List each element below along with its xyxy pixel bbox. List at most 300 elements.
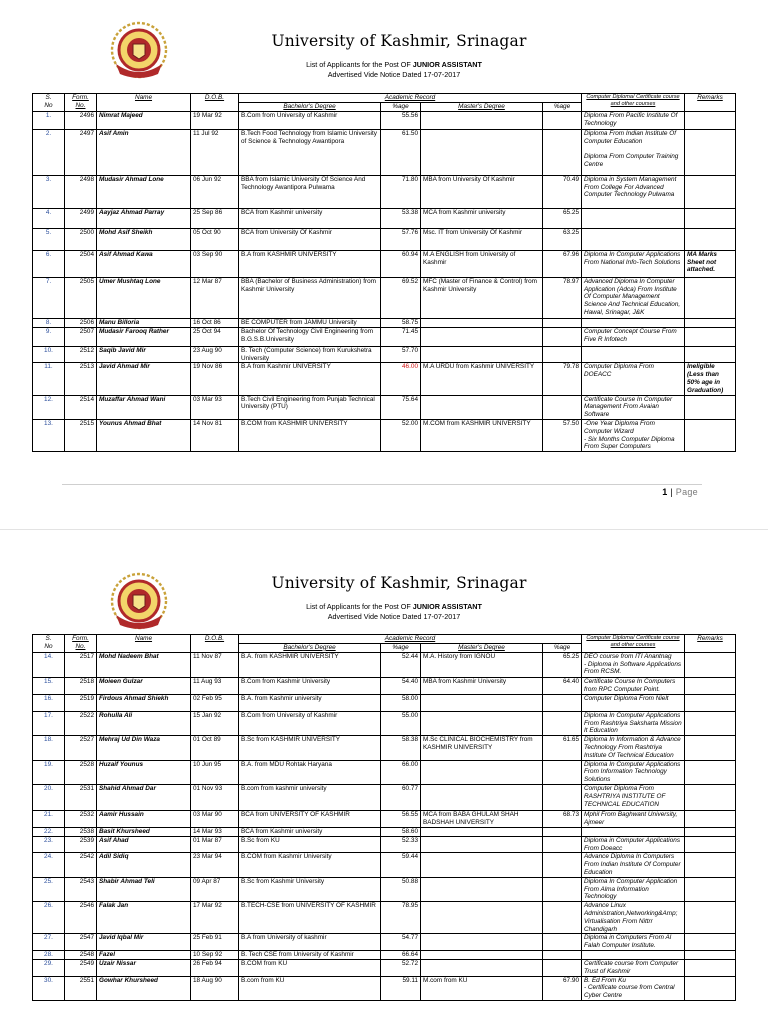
date-of-birth-cell: 25 Oct 94: [191, 327, 239, 346]
bachelor-percentage-cell: 66.00: [381, 760, 421, 784]
date-of-birth-cell: 17 Mar 92: [191, 902, 239, 934]
bachelor-degree-cell: B.Com from University of Kashmir: [239, 711, 381, 735]
col-header-form: Form. No.: [65, 635, 97, 653]
bachelor-degree-cell: B.A from KASHMIR UNIVERSITY: [239, 250, 381, 277]
master-percentage-cell: 63.25: [543, 228, 582, 250]
table-row: [33, 784, 736, 810]
form-number-cell: 2522: [65, 711, 97, 735]
date-of-birth-cell: 05 Oct 90: [191, 228, 239, 250]
remarks-cell: [685, 419, 736, 451]
applicant-name-cell: Mohd Nadeem Bhat: [97, 652, 191, 677]
applicant-name-cell: Fazel: [97, 950, 191, 959]
master-degree-cell: [421, 694, 543, 711]
computer-course-cell: Diploma In Computer Applications From National Info-Tech Solutions: [582, 250, 685, 277]
remarks-cell: [685, 175, 736, 208]
serial-number-cell: 14.: [33, 652, 65, 677]
page-footer-rule: [62, 484, 702, 485]
master-degree-cell: MFC (Master of Finance & Control) from Kashmir University: [421, 277, 543, 318]
date-of-birth-cell: 19 Mar 92: [191, 111, 239, 129]
form-number-cell: 2538: [65, 827, 97, 836]
table-row: [33, 853, 736, 877]
master-degree-cell: [421, 950, 543, 959]
remarks-cell: [685, 784, 736, 810]
master-degree-cell: MBA from University Of Kashmir: [421, 175, 543, 208]
bachelor-percentage-cell: 53.38: [381, 208, 421, 228]
computer-course-cell: Diploma in Computers From Al Falah Computer Institute.: [582, 934, 685, 951]
computer-course-cell: Diploma In Computer Applications From Rashtriya Saksharta Mission It Education: [582, 711, 685, 735]
date-of-birth-cell: 25 Sep 86: [191, 208, 239, 228]
computer-course-cell: Diploma In Computer Applications From Information Technology Solutions: [582, 760, 685, 784]
master-degree-cell: [421, 346, 543, 363]
remarks-cell: [685, 129, 736, 175]
bachelor-degree-cell: B.Com from University of Kashmir: [239, 111, 381, 129]
date-of-birth-cell: 01 Nov 93: [191, 784, 239, 810]
form-number-cell: 2519: [65, 694, 97, 711]
date-of-birth-cell: 03 Mar 90: [191, 810, 239, 827]
col-header-bachelor-pct: %age: [381, 102, 421, 111]
bachelor-degree-cell: BCA from UNIVERSITY OF KASHMIR: [239, 810, 381, 827]
computer-course-cell: Computer Diploma From DOEACC: [582, 363, 685, 395]
form-number-cell: 2507: [65, 327, 97, 346]
serial-number-cell: 9.: [33, 327, 65, 346]
form-number-cell: 2517: [65, 652, 97, 677]
remarks-cell: [685, 277, 736, 318]
bachelor-degree-cell: B. Tech CSE from University of Kashmir: [239, 950, 381, 959]
master-degree-cell: [421, 784, 543, 810]
form-number-cell: 2513: [65, 363, 97, 395]
table-row: [33, 934, 736, 951]
applicant-name-cell: Huzaif Younus: [97, 760, 191, 784]
form-number-cell: 2505: [65, 277, 97, 318]
form-number-cell: 2549: [65, 959, 97, 976]
serial-number-cell: 19.: [33, 760, 65, 784]
master-percentage-cell: [543, 395, 582, 419]
bachelor-degree-cell: B.TECH-CSE from UNIVERSITY OF KASHMIR: [239, 902, 381, 934]
applicant-name-cell: Asif Ahad: [97, 836, 191, 853]
table-row: [33, 827, 736, 836]
date-of-birth-cell: 23 Mar 94: [191, 853, 239, 877]
table-row: [33, 902, 736, 934]
col-header-master: Master's Degree: [421, 102, 543, 111]
remarks-cell: [685, 836, 736, 853]
bachelor-degree-cell: BCA from University Of Kashmir: [239, 228, 381, 250]
table-row: [33, 129, 736, 175]
table-row: [33, 652, 736, 677]
master-degree-cell: M.A ENGLISH from University of Kashmir: [421, 250, 543, 277]
computer-course-cell: [582, 950, 685, 959]
table-row: [33, 736, 736, 760]
list-caption: List of Applicants for the Post OF JUNIOR ASSISTANT: [306, 60, 482, 69]
bachelor-percentage-cell: 69.52: [381, 277, 421, 318]
master-degree-cell: M.A URDU from Kashmir UNIVERSITY: [421, 363, 543, 395]
date-of-birth-cell: 06 Jun 92: [191, 175, 239, 208]
master-degree-cell: M.COM from KASHMIR UNIVERSITY: [421, 419, 543, 451]
col-header-bachelor-pct: %age: [381, 643, 421, 652]
bachelor-percentage-cell: 71.80: [381, 175, 421, 208]
form-number-cell: 2506: [65, 318, 97, 327]
master-percentage-cell: 70.49: [543, 175, 582, 208]
master-degree-cell: M.com from KU: [421, 976, 543, 1000]
serial-number-cell: 24.: [33, 853, 65, 877]
bachelor-percentage-cell: 52.00: [381, 419, 421, 451]
table-row: [33, 677, 736, 694]
bachelor-degree-cell: B.com from kashmir university: [239, 784, 381, 810]
bachelor-percentage-cell: 46.00: [381, 363, 421, 395]
col-header-sno: S. No: [33, 635, 65, 653]
computer-course-cell: Diploma In Information & Advance Technology From Rashtriya Institute Of Technical Education: [582, 736, 685, 760]
remarks-cell: [685, 736, 736, 760]
table-row: [33, 327, 736, 346]
applicants-table: [32, 634, 736, 1001]
computer-course-cell: Computer Concept Course From Five R Infotech: [582, 327, 685, 346]
bachelor-degree-cell: B.A from Kashmir UNIVERSITY: [239, 363, 381, 395]
bachelor-percentage-cell: 57.70: [381, 346, 421, 363]
bachelor-percentage-cell: 52.33: [381, 836, 421, 853]
master-degree-cell: [421, 853, 543, 877]
col-header-cert: Computer Diploma/ Certificate course and other courses: [582, 635, 685, 653]
master-degree-cell: [421, 836, 543, 853]
bachelor-percentage-cell: 71.45: [381, 327, 421, 346]
col-header-name: Name: [97, 635, 191, 653]
master-degree-cell: MBA from Kashmir University: [421, 677, 543, 694]
master-degree-cell: [421, 327, 543, 346]
bachelor-degree-cell: BCA from Kashmir university: [239, 208, 381, 228]
applicant-name-cell: Mudasir Ahmad Lone: [97, 175, 191, 208]
col-header-form: Form. No.: [65, 94, 97, 112]
master-percentage-cell: [543, 827, 582, 836]
table-row: [33, 228, 736, 250]
applicant-name-cell: Uzair Nissar: [97, 959, 191, 976]
applicant-name-cell: Falak Jan: [97, 902, 191, 934]
form-number-cell: 2528: [65, 760, 97, 784]
master-percentage-cell: 67.90: [543, 976, 582, 1000]
serial-number-cell: 27.: [33, 934, 65, 951]
computer-course-cell: Diploma From Indian Institute Of Computer Education Diploma From Computer Training Centre: [582, 129, 685, 175]
date-of-birth-cell: 10 Jun 95: [191, 760, 239, 784]
form-number-cell: 2496: [65, 111, 97, 129]
master-degree-cell: [421, 318, 543, 327]
bachelor-degree-cell: B.com from KU: [239, 976, 381, 1000]
notice-caption: Advertised Vide Notice Dated 17-07-2017: [327, 70, 461, 79]
bachelor-percentage-cell: 78.95: [381, 902, 421, 934]
serial-number-cell: 2.: [33, 129, 65, 175]
master-percentage-cell: [543, 711, 582, 735]
form-number-cell: 2551: [65, 976, 97, 1000]
computer-course-cell: [582, 346, 685, 363]
master-percentage-cell: [543, 694, 582, 711]
date-of-birth-cell: 11 Jul 92: [191, 129, 239, 175]
date-of-birth-cell: 10 Sep 92: [191, 950, 239, 959]
col-header-bachelor: Bachelor's Degree: [239, 102, 381, 111]
notice-caption: Advertised Vide Notice Dated 17-07-2017: [327, 612, 461, 621]
master-percentage-cell: 65.25: [543, 208, 582, 228]
form-number-cell: 2515: [65, 419, 97, 451]
date-of-birth-cell: 19 Nov 86: [191, 363, 239, 395]
date-of-birth-cell: 11 Aug 93: [191, 677, 239, 694]
date-of-birth-cell: 01 Mar 87: [191, 836, 239, 853]
master-percentage-cell: [543, 111, 582, 129]
computer-course-cell: Computer Diploma From RASHTRIYA INSTITUTE OF TECHNICAL EDUCATION: [582, 784, 685, 810]
date-of-birth-cell: 03 Mar 93: [191, 395, 239, 419]
serial-number-cell: 1.: [33, 111, 65, 129]
master-percentage-cell: [543, 902, 582, 934]
computer-course-cell: Certificate Course In Computer Management From Avaian Software: [582, 395, 685, 419]
applicant-name-cell: Shabir Ahmad Teli: [97, 877, 191, 901]
applicant-name-cell: Adil Sidiq: [97, 853, 191, 877]
master-percentage-cell: 67.96: [543, 250, 582, 277]
bachelor-percentage-cell: 50.88: [381, 877, 421, 901]
bachelor-degree-cell: B.A. from Kashmir university: [239, 694, 381, 711]
bachelor-percentage-cell: 75.64: [381, 395, 421, 419]
table-row: [33, 346, 736, 363]
master-percentage-cell: 57.50: [543, 419, 582, 451]
bachelor-degree-cell: B.A. from MDU Rohtak Haryana: [239, 760, 381, 784]
remarks-cell: [685, 208, 736, 228]
bachelor-percentage-cell: 54.40: [381, 677, 421, 694]
master-degree-cell: [421, 959, 543, 976]
form-number-cell: 2518: [65, 677, 97, 694]
bachelor-degree-cell: B.Com from Kashmir University: [239, 677, 381, 694]
master-percentage-cell: [543, 784, 582, 810]
serial-number-cell: 22.: [33, 827, 65, 836]
bachelor-percentage-cell: 54.77: [381, 934, 421, 951]
bachelor-percentage-cell: 59.11: [381, 976, 421, 1000]
applicant-name-cell: Umer Mushtaq Lone: [97, 277, 191, 318]
table-row: [33, 760, 736, 784]
form-number-cell: 2500: [65, 228, 97, 250]
remarks-cell: [685, 976, 736, 1000]
col-header-academic: Academic Record: [239, 94, 582, 103]
bachelor-degree-cell: B.A. from KASHMIR UNIVERSITY: [239, 652, 381, 677]
master-percentage-cell: [543, 853, 582, 877]
bachelor-percentage-cell: 52.72: [381, 959, 421, 976]
bachelor-degree-cell: B.Tech Food Technology from Islamic University of Science & Technology Awantipora: [239, 129, 381, 175]
computer-course-cell: [582, 208, 685, 228]
remarks-cell: [685, 711, 736, 735]
remarks-cell: [685, 760, 736, 784]
date-of-birth-cell: 25 Feb 91: [191, 934, 239, 951]
computer-course-cell: [582, 827, 685, 836]
computer-course-cell: Advance Linux Administration,Networking&Amp; Virtualisation From Nittrr Chandigarh: [582, 902, 685, 934]
col-header-dob: D.O.B.: [191, 635, 239, 653]
remarks-cell: [685, 694, 736, 711]
remarks-cell: [685, 877, 736, 901]
remarks-cell: [685, 318, 736, 327]
applicant-name-cell: Javid Iqbal Mir: [97, 934, 191, 951]
remarks-cell: [685, 228, 736, 250]
col-header-dob: D.O.B.: [191, 94, 239, 112]
bachelor-percentage-cell: 56.55: [381, 810, 421, 827]
remarks-cell: [685, 346, 736, 363]
table-row: [33, 694, 736, 711]
serial-number-cell: 8.: [33, 318, 65, 327]
form-number-cell: 2531: [65, 784, 97, 810]
master-degree-cell: MCA from BABA GHULAM SHAH BADSHAH UNIVERSITY: [421, 810, 543, 827]
bachelor-percentage-cell: 60.77: [381, 784, 421, 810]
bachelor-degree-cell: B.Sc from KU: [239, 836, 381, 853]
serial-number-cell: 26.: [33, 902, 65, 934]
col-header-name: Name: [97, 94, 191, 112]
remarks-cell: [685, 652, 736, 677]
table-row: [33, 111, 736, 129]
serial-number-cell: 29.: [33, 959, 65, 976]
bachelor-percentage-cell: 57.76: [381, 228, 421, 250]
bachelor-percentage-cell: 58.00: [381, 694, 421, 711]
serial-number-cell: 20.: [33, 784, 65, 810]
master-percentage-cell: [543, 959, 582, 976]
table-row: [33, 711, 736, 735]
date-of-birth-cell: 18 Aug 90: [191, 976, 239, 1000]
form-number-cell: 2546: [65, 902, 97, 934]
applicant-name-cell: Aamir Hussain: [97, 810, 191, 827]
serial-number-cell: 5.: [33, 228, 65, 250]
bachelor-degree-cell: BE COMPUTER from JAMMU University: [239, 318, 381, 327]
bachelor-percentage-cell: 58.60: [381, 827, 421, 836]
remarks-cell: Ineligible (Less than 50% age in Graduation): [685, 363, 736, 395]
master-degree-cell: [421, 129, 543, 175]
col-header-bachelor: Bachelor's Degree: [239, 643, 381, 652]
serial-number-cell: 6.: [33, 250, 65, 277]
bachelor-percentage-cell: 55.00: [381, 711, 421, 735]
col-header-cert: Computer Diploma/ Certificate course and other courses: [582, 94, 685, 112]
table-row: [33, 877, 736, 901]
table-row: [33, 976, 736, 1000]
master-percentage-cell: [543, 934, 582, 951]
table-row: [33, 810, 736, 827]
master-percentage-cell: [543, 950, 582, 959]
form-number-cell: 2542: [65, 853, 97, 877]
applicant-name-cell: Moieen Gulzar: [97, 677, 191, 694]
computer-course-cell: Advanced Diploma In Computer Application (Adca) From Institute Of Computer Management Science And Technical Education, Hawal, Srinagar, J&K: [582, 277, 685, 318]
table-row: [33, 363, 736, 395]
bachelor-degree-cell: BBA (Bachelor of Business Administration) from Kashmir University: [239, 277, 381, 318]
list-caption: List of Applicants for the Post OF JUNIOR ASSISTANT: [306, 602, 482, 611]
serial-number-cell: 13.: [33, 419, 65, 451]
master-percentage-cell: 61.65: [543, 736, 582, 760]
master-degree-cell: [421, 111, 543, 129]
date-of-birth-cell: 23 Aug 90: [191, 346, 239, 363]
col-header-master-pct: %age: [543, 643, 582, 652]
date-of-birth-cell: 03 Sep 90: [191, 250, 239, 277]
master-percentage-cell: [543, 346, 582, 363]
serial-number-cell: 10.: [33, 346, 65, 363]
serial-number-cell: 28.: [33, 950, 65, 959]
page-number: 1 | Page: [662, 487, 698, 497]
remarks-cell: [685, 395, 736, 419]
applicants-table: [32, 93, 736, 452]
master-degree-cell: [421, 711, 543, 735]
bachelor-percentage-cell: 55.56: [381, 111, 421, 129]
document-title: University of Kashmir, Srinagar: [271, 32, 527, 50]
computer-course-cell: Certificate course from Computer Trust of Kashmir: [582, 959, 685, 976]
serial-number-cell: 30.: [33, 976, 65, 1000]
applicant-name-cell: Asif Amin: [97, 129, 191, 175]
master-percentage-cell: 68.73: [543, 810, 582, 827]
bachelor-percentage-cell: 66.64: [381, 950, 421, 959]
col-header-remarks: Remarks: [685, 635, 736, 653]
date-of-birth-cell: 15 Jan 92: [191, 711, 239, 735]
date-of-birth-cell: 26 Feb 94: [191, 959, 239, 976]
master-percentage-cell: 65.25: [543, 652, 582, 677]
remarks-cell: [685, 934, 736, 951]
form-number-cell: 2532: [65, 810, 97, 827]
serial-number-cell: 21.: [33, 810, 65, 827]
master-percentage-cell: 79.78: [543, 363, 582, 395]
form-number-cell: 2527: [65, 736, 97, 760]
serial-number-cell: 18.: [33, 736, 65, 760]
document-title: University of Kashmir, Srinagar: [271, 574, 527, 592]
applicant-name-cell: Mudasir Farooq Rather: [97, 327, 191, 346]
master-degree-cell: M.A. History from IGNOU: [421, 652, 543, 677]
table-row: [33, 950, 736, 959]
remarks-cell: [685, 111, 736, 129]
master-degree-cell: MCA from Kashmir university: [421, 208, 543, 228]
bachelor-degree-cell: B.COM from Kashmir University: [239, 853, 381, 877]
remarks-cell: [685, 327, 736, 346]
master-degree-cell: [421, 760, 543, 784]
computer-course-cell: [582, 228, 685, 250]
computer-course-cell: Mphil From Baghwant University, Ajmeer: [582, 810, 685, 827]
computer-course-cell: Diploma From Pacific Institute Of Technology: [582, 111, 685, 129]
computer-course-cell: Diploma in System Management From College For Advanced Computer Technology Pulwama: [582, 175, 685, 208]
col-header-sno: S. No: [33, 94, 65, 112]
computer-course-cell: B. Ed From Ku - Certificate course from Central Cyber Centre: [582, 976, 685, 1000]
computer-course-cell: -One Year Diploma From Computer Wizard - Six Months Computer Diploma From Super Computers: [582, 419, 685, 451]
applicant-name-cell: Mohd Asif Sheikh: [97, 228, 191, 250]
computer-course-cell: Diploma In Computer Application From Alma Information Technology: [582, 877, 685, 901]
table-row: [33, 250, 736, 277]
applicant-name-cell: Younus Ahmad Bhat: [97, 419, 191, 451]
remarks-cell: [685, 677, 736, 694]
table-row: [33, 419, 736, 451]
applicant-name-cell: Nimrat Majeed: [97, 111, 191, 129]
serial-number-cell: 4.: [33, 208, 65, 228]
computer-course-cell: Computer Diploma From Nielt: [582, 694, 685, 711]
serial-number-cell: 15.: [33, 677, 65, 694]
serial-number-cell: 25.: [33, 877, 65, 901]
applicant-name-cell: Javid Ahmad Mir: [97, 363, 191, 395]
bachelor-degree-cell: B. Tech (Computer Science) from Kurukshetra University: [239, 346, 381, 363]
applicant-name-cell: Firdous Ahmad Shiekh: [97, 694, 191, 711]
table-row: [33, 959, 736, 976]
bachelor-percentage-cell: 60.94: [381, 250, 421, 277]
form-number-cell: 2547: [65, 934, 97, 951]
date-of-birth-cell: 12 Mar 87: [191, 277, 239, 318]
master-degree-cell: [421, 877, 543, 901]
form-number-cell: 2497: [65, 129, 97, 175]
applicant-name-cell: Gowhar Khursheed: [97, 976, 191, 1000]
bachelor-degree-cell: BBA from Islamic University Of Science And Technology Awantipora Pulwama: [239, 175, 381, 208]
master-percentage-cell: [543, 327, 582, 346]
master-percentage-cell: [543, 760, 582, 784]
bachelor-degree-cell: B.COM from KU: [239, 959, 381, 976]
master-degree-cell: [421, 827, 543, 836]
applicant-name-cell: Rohulla Ali: [97, 711, 191, 735]
bachelor-degree-cell: B.COM from KASHMIR UNIVERSITY: [239, 419, 381, 451]
applicant-name-cell: Shahid Ahmad Dar: [97, 784, 191, 810]
form-number-cell: 2499: [65, 208, 97, 228]
serial-number-cell: 12.: [33, 395, 65, 419]
bachelor-degree-cell: B.A from University of kashmir: [239, 934, 381, 951]
form-number-cell: 2548: [65, 950, 97, 959]
bachelor-degree-cell: Bachelor Of Technology Civil Engineering from B.G.S.B.University: [239, 327, 381, 346]
serial-number-cell: 3.: [33, 175, 65, 208]
col-header-remarks: Remarks: [685, 94, 736, 112]
date-of-birth-cell: 02 Feb 95: [191, 694, 239, 711]
form-number-cell: 2514: [65, 395, 97, 419]
form-number-cell: 2539: [65, 836, 97, 853]
master-percentage-cell: [543, 877, 582, 901]
